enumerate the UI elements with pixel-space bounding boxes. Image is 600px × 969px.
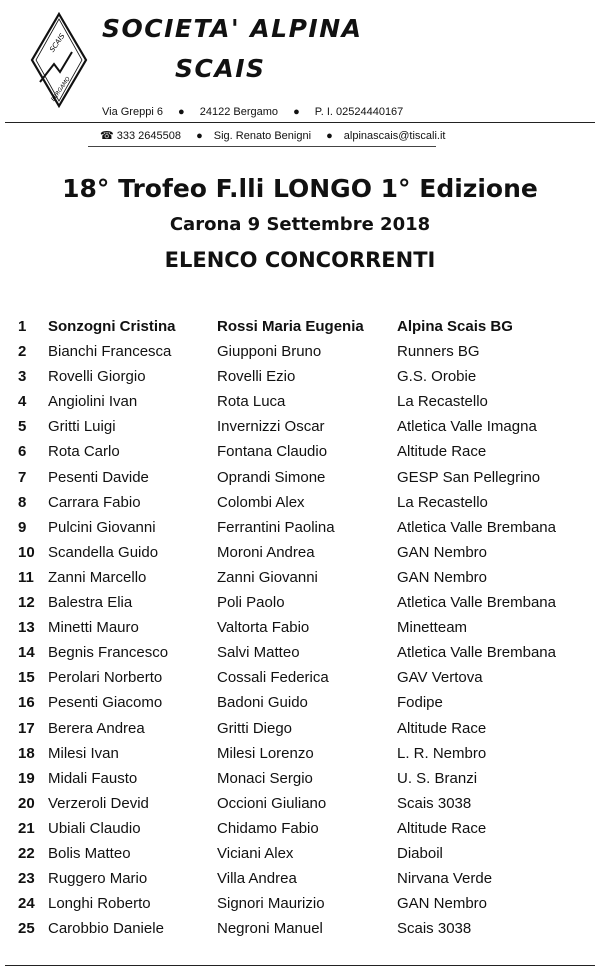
runner-b-name: Negroni Manuel xyxy=(217,920,323,938)
table-row xyxy=(0,716,600,741)
logo-text-top: SCAIS xyxy=(48,32,67,54)
team-number: 16 xyxy=(18,694,35,712)
table-row xyxy=(0,665,600,690)
team-number: 20 xyxy=(18,794,35,812)
team-number: 9 xyxy=(18,518,27,536)
runner-b-name: Milesi Lorenzo xyxy=(217,744,314,762)
runner-b-name: Occioni Giuliano xyxy=(217,794,327,812)
runner-b-name: Rossi Maria Eugenia xyxy=(217,318,364,335)
runner-a-name: Balestra Elia xyxy=(48,594,133,612)
club-name: GAN Nembro xyxy=(397,895,488,913)
runner-b-name: Colombi Alex xyxy=(217,493,305,511)
runner-b-name: Oprandi Simone xyxy=(217,468,326,486)
runner-b-name: Giupponi Bruno xyxy=(217,343,322,361)
runner-a-name: Pesenti Davide xyxy=(48,468,149,486)
runner-b-name: Rovelli Ezio xyxy=(217,368,296,386)
team-number: 21 xyxy=(18,819,35,837)
club-name: Fodipe xyxy=(397,694,443,712)
club-name: Altitude Race xyxy=(397,443,487,461)
runner-a-name: Minetti Mauro xyxy=(48,619,139,637)
team-number: 6 xyxy=(18,443,27,461)
club-name: La Recastello xyxy=(397,493,488,511)
runner-a-name: Gritti Luigi xyxy=(48,418,116,436)
club-name: Minetteam xyxy=(397,619,468,637)
address-city: 24122 Bergamo xyxy=(199,106,279,118)
runner-a-name: Scandella Guido xyxy=(48,543,159,561)
team-number: 3 xyxy=(18,368,27,386)
runner-a-name: Zanni Marcello xyxy=(48,568,147,586)
table-row xyxy=(0,741,600,766)
runner-b-name: Gritti Diego xyxy=(217,719,293,737)
club-name: Diaboil xyxy=(397,844,443,862)
table-row xyxy=(0,766,600,791)
club-name: Atletica Valle Brembana xyxy=(397,594,556,612)
table-row xyxy=(0,414,600,439)
table-row xyxy=(0,916,600,941)
runner-b-name: Valtorta Fabio xyxy=(217,619,310,637)
club-name: Runners BG xyxy=(397,343,480,361)
runner-b-name: Signori Maurizio xyxy=(217,895,325,913)
team-number: 18 xyxy=(18,744,35,762)
team-number: 7 xyxy=(18,468,27,486)
table-row xyxy=(0,866,600,891)
runner-a-name: Ruggero Mario xyxy=(48,870,148,888)
runner-b-name: Villa Andrea xyxy=(217,870,297,888)
runner-a-name: Rota Carlo xyxy=(48,443,120,461)
phone-icon: ☎ xyxy=(100,130,114,142)
club-name: Altitude Race xyxy=(397,719,487,737)
team-number: 10 xyxy=(18,543,35,561)
table-row xyxy=(0,515,600,540)
contact-person: Sig. Renato Benigni xyxy=(213,130,312,142)
footer-divider xyxy=(5,965,595,966)
team-number: 1 xyxy=(18,318,27,335)
runner-a-name: Longhi Roberto xyxy=(48,895,151,913)
runner-a-name: Angiolini Ivan xyxy=(48,393,138,411)
team-number: 11 xyxy=(18,568,34,586)
team-number: 14 xyxy=(18,644,35,662)
team-number: 8 xyxy=(18,493,27,511)
club-name: GAN Nembro xyxy=(397,543,488,561)
runner-a-name: Berera Andrea xyxy=(48,719,145,737)
table-row xyxy=(0,640,600,665)
runner-a-name: Pulcini Giovanni xyxy=(48,518,156,536)
team-number: 4 xyxy=(18,393,27,411)
runner-a-name: Carobbio Daniele xyxy=(48,920,164,938)
runner-a-name: Bianchi Francesca xyxy=(48,343,172,361)
table-row xyxy=(0,439,600,464)
runner-a-name: Milesi Ivan xyxy=(48,744,119,762)
runner-a-name: Begnis Francesco xyxy=(48,644,169,662)
club-logo xyxy=(30,12,88,108)
runner-a-name: Perolari Norberto xyxy=(48,669,163,687)
participants-table xyxy=(0,314,600,941)
runner-b-name: Fontana Claudio xyxy=(217,443,328,461)
runner-a-name: Pesenti Giacomo xyxy=(48,694,163,712)
club-name: GESP San Pellegrino xyxy=(397,468,541,486)
runner-a-name: Rovelli Giorgio xyxy=(48,368,146,386)
club-name: Nirvana Verde xyxy=(397,870,493,888)
club-name: G.S. Orobie xyxy=(397,368,477,386)
runner-b-name: Chidamo Fabio xyxy=(217,819,319,837)
runner-a-name: Midali Fausto xyxy=(48,769,138,787)
runner-b-name: Ferrantini Paolina xyxy=(217,518,335,536)
club-name: Atletica Valle Imagna xyxy=(397,418,537,436)
table-row xyxy=(0,314,600,339)
runner-a-name: Ubiali Claudio xyxy=(48,819,141,837)
runner-b-name: Poli Paolo xyxy=(217,594,285,612)
table-row xyxy=(0,339,600,364)
bullet-separator: ● xyxy=(326,130,333,142)
logo-text-bottom: BERGAMO xyxy=(50,76,72,103)
runner-b-name: Invernizzi Oscar xyxy=(217,418,325,436)
table-row xyxy=(0,490,600,515)
org-subname: SCAIS xyxy=(175,54,266,83)
runner-b-name: Rota Luca xyxy=(217,393,286,411)
bullet-separator: ● xyxy=(293,106,300,118)
runner-a-name: Carrara Fabio xyxy=(48,493,141,511)
team-number: 2 xyxy=(18,343,27,361)
club-name: GAV Vertova xyxy=(397,669,483,687)
runner-b-name: Badoni Guido xyxy=(217,694,308,712)
club-name: U. S. Branzi xyxy=(397,769,478,787)
contact-email[interactable]: alpinascais@tiscali.it xyxy=(343,130,446,142)
bullet-separator: ● xyxy=(196,130,203,142)
bullet-separator: ● xyxy=(178,106,185,118)
table-row xyxy=(0,565,600,590)
runner-b-name: Viciani Alex xyxy=(217,844,294,862)
team-number: 25 xyxy=(18,920,35,938)
club-name: Alpina Scais BG xyxy=(397,318,513,335)
table-row xyxy=(0,615,600,640)
table-row xyxy=(0,364,600,389)
club-name: GAN Nembro xyxy=(397,568,488,586)
club-name: Scais 3038 xyxy=(397,920,472,938)
team-number: 24 xyxy=(18,895,35,913)
vat-number: P. I. 02524440167 xyxy=(314,106,404,118)
team-number: 17 xyxy=(18,719,35,737)
runner-b-name: Monaci Sergio xyxy=(217,769,313,787)
runner-b-name: Cossali Federica xyxy=(217,669,329,687)
runner-a-name: Sonzogni Cristina xyxy=(48,318,176,335)
team-number: 19 xyxy=(18,769,35,787)
club-name: Altitude Race xyxy=(397,819,487,837)
runner-b-name: Salvi Matteo xyxy=(217,644,300,662)
team-number: 22 xyxy=(18,844,35,862)
runner-b-name: Moroni Andrea xyxy=(217,543,315,561)
table-row xyxy=(0,690,600,715)
contact-divider xyxy=(88,146,436,147)
runner-b-name: Zanni Giovanni xyxy=(217,568,318,586)
contact-line xyxy=(100,129,445,142)
runner-a-name: Bolis Matteo xyxy=(48,844,131,862)
table-row xyxy=(0,891,600,916)
club-name: Atletica Valle Brembana xyxy=(397,518,556,536)
club-name: Scais 3038 xyxy=(397,794,472,812)
address-street: Via Greppi 6 xyxy=(102,106,163,118)
table-row xyxy=(0,540,600,565)
list-title: ELENCO CONCORRENTI xyxy=(164,248,436,272)
club-name: L. R. Nembro xyxy=(397,744,487,762)
org-name: SOCIETA' ALPINA xyxy=(102,14,363,43)
runner-a-name: Verzeroli Devid xyxy=(48,794,149,812)
table-row xyxy=(0,590,600,615)
event-title: 18° Trofeo F.lli LONGO 1° Edizione xyxy=(62,174,538,203)
event-subtitle: Carona 9 Settembre 2018 xyxy=(169,214,431,235)
table-row xyxy=(0,465,600,490)
phone-number: 333 2645508 xyxy=(116,130,181,142)
club-name: La Recastello xyxy=(397,393,488,411)
team-number: 12 xyxy=(18,594,35,612)
team-number: 23 xyxy=(18,870,35,888)
team-number: 13 xyxy=(18,619,35,637)
table-row xyxy=(0,791,600,816)
header-divider xyxy=(5,122,595,123)
table-row xyxy=(0,816,600,841)
team-number: 15 xyxy=(18,669,35,687)
team-number: 5 xyxy=(18,418,27,436)
club-name: Atletica Valle Brembana xyxy=(397,644,556,662)
address-line xyxy=(102,106,403,118)
table-row xyxy=(0,389,600,414)
table-row xyxy=(0,841,600,866)
